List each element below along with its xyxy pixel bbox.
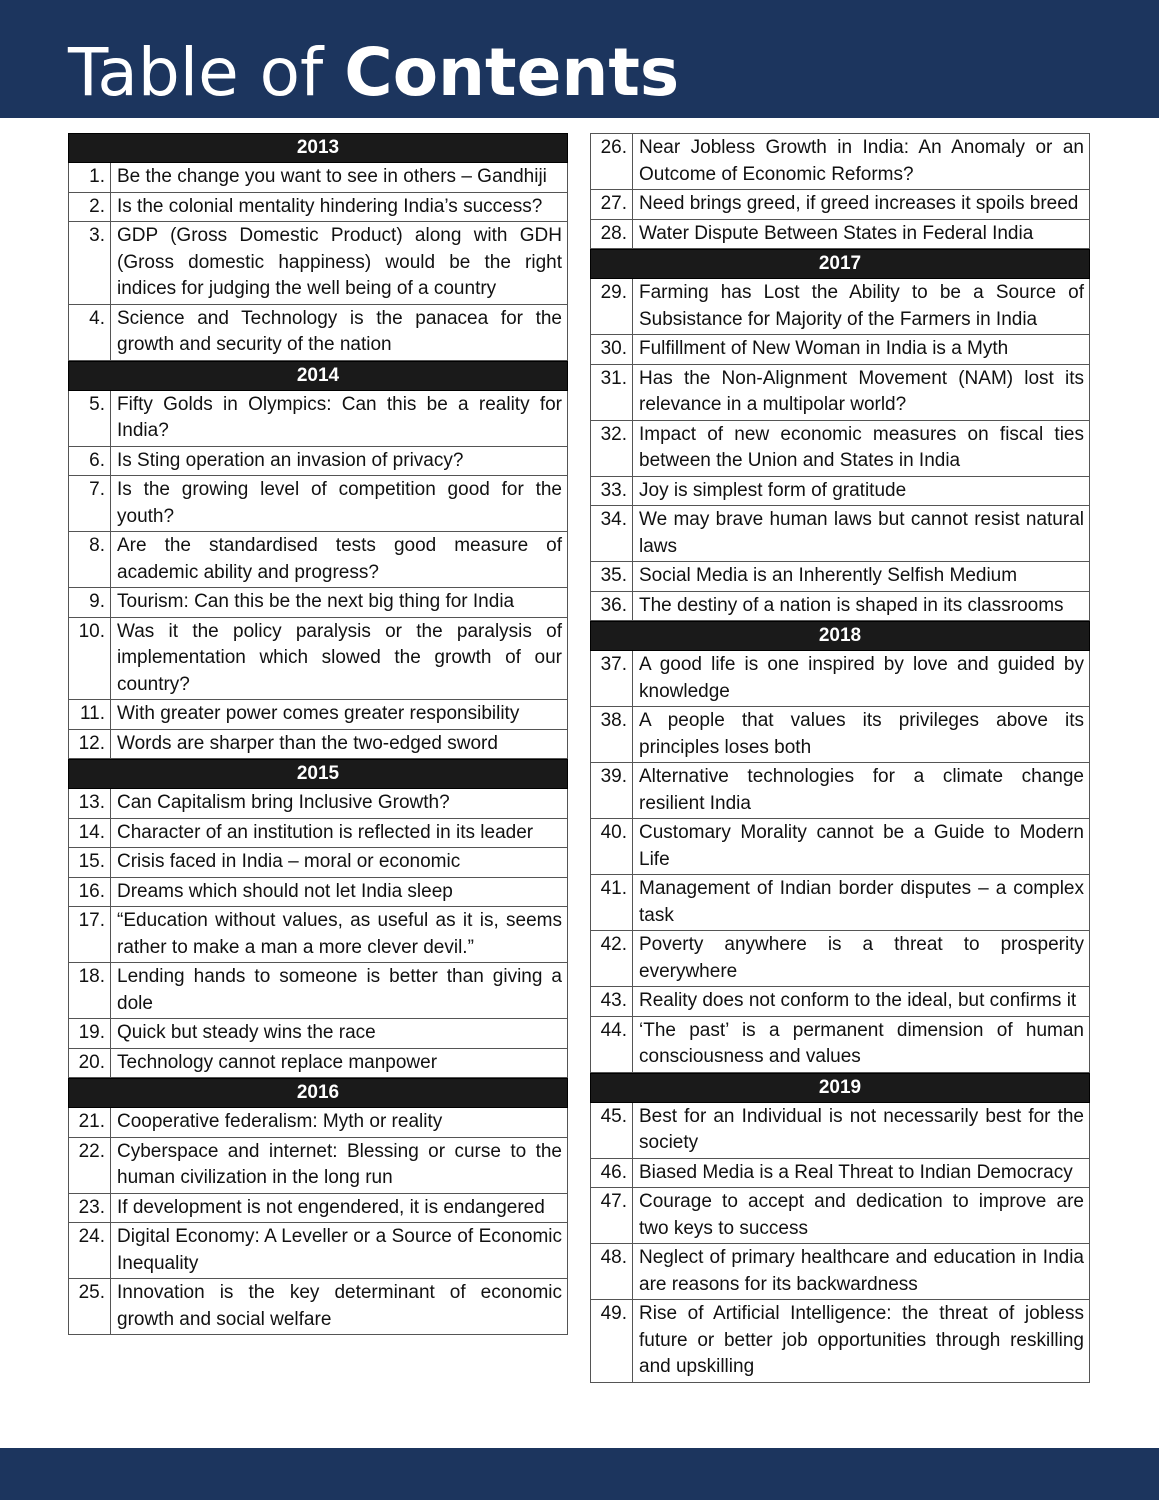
toc-item-number: 22. (69, 1138, 111, 1193)
toc-item-title: Neglect of primary healthcare and education in India are reasons for its backwardness (639, 1247, 1084, 1295)
toc-item-title: A people that values its privileges above its principles loses both (639, 710, 1084, 758)
toc-item-title: Farming has Lost the Ability to be a Source of Subsistance for Majority of the Farmers in India (639, 282, 1084, 330)
toc-row (68, 618, 568, 701)
toc-item-number: 10. (69, 618, 111, 700)
toc-item-number: 45. (591, 1103, 633, 1158)
toc-item-number: 24. (69, 1223, 111, 1278)
toc-row (68, 730, 568, 760)
toc-item-title: Water Dispute Between States in Federal India (639, 222, 1034, 244)
toc-row (590, 1017, 1090, 1073)
toc-row (590, 279, 1090, 335)
toc-item-title: GDP (Gross Domestic Product) along with GDH (Gross domestic happiness) would be the right indices for judging the well being of a country (117, 225, 562, 299)
toc-item-title: If development is not engendered, it is endangered (117, 1196, 545, 1218)
toc-item-number: 26. (591, 134, 633, 189)
toc-item-title: Is the colonial mentality hindering India’s success? (117, 195, 543, 217)
toc-row (68, 848, 568, 878)
toc-row (68, 907, 568, 963)
toc-item-number: 36. (591, 592, 633, 621)
toc-item-title: Dreams which should not let India sleep (117, 880, 453, 902)
toc-right-column (590, 133, 1090, 1383)
toc-item-number: 39. (591, 763, 633, 818)
toc-item-number: 7. (69, 476, 111, 531)
toc-row (590, 133, 1090, 190)
toc-item-number: 29. (591, 279, 633, 334)
toc-item-title: Digital Economy: A Leveller or a Source of Economic Inequality (117, 1226, 562, 1274)
toc-item-number: 20. (69, 1049, 111, 1078)
toc-item-title: Cooperative federalism: Myth or reality (117, 1111, 443, 1132)
toc-row (68, 588, 568, 618)
toc-item-number: 14. (69, 819, 111, 848)
year-header: 2018 (590, 621, 1090, 651)
toc-item-number: 2. (69, 193, 111, 222)
toc-item-number: 12. (69, 730, 111, 759)
toc-item-number: 28. (591, 220, 633, 249)
toc-item-number: 16. (69, 878, 111, 907)
toc-item-number: 48. (591, 1244, 633, 1299)
toc-item-title: Lending hands to someone is better than giving a dole (117, 966, 562, 1014)
toc-item-title: Is Sting operation an invasion of privacy? (117, 449, 464, 471)
toc-item-title: ‘The past’ is a permanent dimension of human consciousness and values (639, 1019, 1084, 1067)
toc-item-number: 18. (69, 963, 111, 1018)
toc-row (590, 707, 1090, 763)
toc-row (590, 220, 1090, 250)
toc-row (590, 506, 1090, 562)
toc-item-number: 37. (591, 651, 633, 706)
toc-item-title: Can Capitalism bring Inclusive Growth? (117, 792, 450, 813)
toc-left-column (68, 133, 568, 1335)
toc-item-title: Was it the policy paralysis or the paralysis of implementation which slowed the growth of our country? (117, 620, 562, 695)
title-banner (0, 0, 1159, 118)
page-title (68, 36, 679, 110)
toc-item-title: Impact of new economic measures on fiscal ties between the Union and States in India (639, 423, 1084, 471)
toc-item-number: 49. (591, 1300, 633, 1382)
toc-item-title: Reality does not conform to the ideal, but confirms it (639, 990, 1077, 1011)
toc-row (68, 819, 568, 849)
toc-item-number: 42. (591, 931, 633, 986)
toc-item-title: Near Jobless Growth in India: An Anomaly or an Outcome of Economic Reforms? (639, 137, 1084, 185)
toc-item-number: 34. (591, 506, 633, 561)
toc-item-number: 17. (69, 907, 111, 962)
toc-row (68, 532, 568, 588)
toc-item-number: 13. (69, 789, 111, 818)
toc-item-number: 40. (591, 819, 633, 874)
toc-item-title: The destiny of a nation is shaped in its classrooms (639, 594, 1064, 616)
year-header: 2015 (68, 759, 568, 789)
toc-item-number: 6. (69, 447, 111, 476)
toc-row (590, 421, 1090, 477)
toc-item-title: Character of an institution is reflected in its leader (117, 821, 534, 843)
toc-item-number: 25. (69, 1279, 111, 1334)
toc-item-title: Joy is simplest form of gratitude (639, 479, 907, 501)
toc-row (68, 1138, 568, 1194)
year-header: 2013 (68, 133, 568, 163)
toc-row (590, 651, 1090, 707)
toc-item-title: Need brings greed, if greed increases it spoils breed (639, 193, 1079, 214)
toc-item-number: 5. (69, 391, 111, 446)
toc-item-number: 41. (591, 875, 633, 930)
toc-item-title: Quick but steady wins the race (117, 1022, 376, 1043)
toc-row (590, 1244, 1090, 1300)
toc-item-title: Rise of Artificial Intelligence: the threat of jobless future or better job opportunities through reskilling and upskilling (639, 1303, 1084, 1377)
toc-row (68, 305, 568, 361)
toc-row (590, 1103, 1090, 1159)
toc-item-title: Best for an Individual is not necessarily best for the society (639, 1105, 1084, 1153)
toc-item-number: 33. (591, 477, 633, 506)
toc-row (68, 391, 568, 447)
toc-item-title: Words are sharper than the two-edged sword (117, 732, 498, 754)
year-header: 2019 (590, 1073, 1090, 1103)
toc-row (590, 562, 1090, 592)
toc-item-number: 27. (591, 190, 633, 219)
toc-row (590, 592, 1090, 622)
toc-row (68, 222, 568, 305)
toc-item-title: “Education without values, as useful as it is, seems rather to make a man a more clever devil.” (117, 910, 562, 958)
toc-item-title: Biased Media is a Real Threat to Indian Democracy (639, 1161, 1073, 1183)
toc-row (590, 190, 1090, 220)
toc-row (68, 1049, 568, 1079)
toc-item-title: With greater power comes greater responsibility (117, 703, 520, 724)
toc-item-number: 19. (69, 1019, 111, 1048)
footer-banner (0, 1448, 1159, 1500)
toc-row (68, 1019, 568, 1049)
toc-item-number: 46. (591, 1159, 633, 1188)
toc-row (590, 987, 1090, 1017)
toc-item-title: Is the growing level of competition good for the youth? (117, 479, 562, 527)
toc-row (68, 700, 568, 730)
toc-item-number: 32. (591, 421, 633, 476)
toc-row (590, 763, 1090, 819)
toc-item-title: Fifty Golds in Olympics: Can this be a reality for India? (117, 393, 562, 441)
toc-item-number: 21. (69, 1108, 111, 1137)
year-header: 2017 (590, 249, 1090, 279)
toc-item-title: Alternative technologies for a climate change resilient India (639, 766, 1084, 814)
toc-item-title: Tourism: Can this be the next big thing for India (117, 591, 515, 612)
toc-item-number: 44. (591, 1017, 633, 1072)
toc-item-number: 43. (591, 987, 633, 1016)
toc-row (68, 476, 568, 532)
year-header: 2014 (68, 361, 568, 391)
toc-row (590, 1159, 1090, 1189)
toc-item-number: 3. (69, 222, 111, 304)
toc-row (68, 878, 568, 908)
toc-item-title: Courage to accept and dedication to improve are two keys to success (639, 1191, 1084, 1239)
toc-row (68, 1223, 568, 1279)
toc-item-title: Cyberspace and internet: Blessing or curse to the human civilization in the long run (117, 1140, 562, 1188)
toc-item-title: Customary Morality cannot be a Guide to Modern Life (639, 822, 1084, 870)
toc-row (590, 931, 1090, 987)
toc-item-title: Crisis faced in India – moral or economic (117, 851, 461, 872)
toc-row (68, 193, 568, 223)
toc-item-title: Fulfillment of New Woman in India is a Myth (639, 338, 1009, 359)
toc-row (68, 1194, 568, 1224)
page-title-regular: Table of (68, 34, 324, 111)
toc-item-number: 35. (591, 562, 633, 591)
toc-item-title: Are the standardised tests good measure of academic ability and progress? (117, 535, 562, 583)
toc-item-number: 8. (69, 532, 111, 587)
toc-item-title: A good life is one inspired by love and guided by knowledge (639, 654, 1084, 702)
toc-item-number: 11. (69, 700, 111, 729)
toc-item-number: 47. (591, 1188, 633, 1243)
toc-item-number: 31. (591, 365, 633, 420)
toc-row (590, 477, 1090, 507)
toc-item-title: Innovation is the key determinant of economic growth and social welfare (117, 1282, 562, 1330)
toc-row (590, 1188, 1090, 1244)
toc-item-title: Has the Non-Alignment Movement (NAM) lost its relevance in a multipolar world? (639, 367, 1084, 415)
toc-item-number: 23. (69, 1194, 111, 1223)
toc-item-number: 4. (69, 305, 111, 360)
year-header: 2016 (68, 1078, 568, 1108)
toc-row (590, 875, 1090, 931)
toc-item-number: 15. (69, 848, 111, 877)
toc-item-number: 38. (591, 707, 633, 762)
toc-item-title: Social Media is an Inherently Selfish Medium (639, 565, 1018, 586)
toc-item-title: Technology cannot replace manpower (117, 1051, 438, 1073)
toc-row (68, 163, 568, 193)
toc-row (68, 1279, 568, 1335)
toc-item-title: Be the change you want to see in others – Gandhiji (117, 166, 547, 187)
toc-row (68, 1108, 568, 1138)
toc-row (68, 789, 568, 819)
toc-row (590, 365, 1090, 421)
toc-row (68, 963, 568, 1019)
toc-item-number: 30. (591, 335, 633, 364)
toc-item-number: 1. (69, 163, 111, 192)
toc-item-title: Science and Technology is the panacea for the growth and security of the nation (117, 307, 562, 355)
toc-item-title: Poverty anywhere is a threat to prosperity everywhere (639, 934, 1084, 982)
toc-row (68, 447, 568, 477)
toc-item-title: Management of Indian border disputes – a complex task (639, 878, 1084, 926)
toc-row (590, 1300, 1090, 1383)
toc-item-title: We may brave human laws but cannot resist natural laws (639, 509, 1084, 557)
toc-row (590, 819, 1090, 875)
toc-row (590, 335, 1090, 365)
toc-item-number: 9. (69, 588, 111, 617)
page-title-bold: Contents (344, 34, 680, 111)
